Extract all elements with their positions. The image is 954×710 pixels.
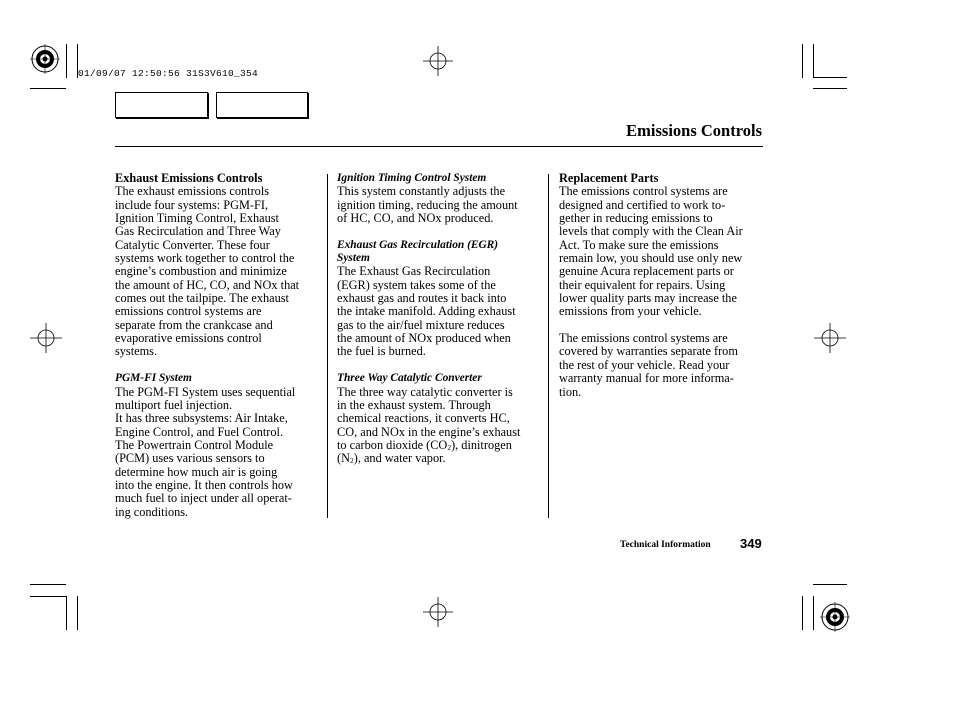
crosshair-mark-icon (814, 323, 846, 353)
ignition-body: This system constantly adjusts the ignition timing, reducing the amount of HC, CO, and NOx produced. (337, 184, 518, 226)
crosshair-mark-icon (423, 46, 453, 76)
crop-mark (802, 44, 803, 78)
title-rule (115, 146, 763, 147)
pgmfi-heading: PGM-FI System (115, 372, 192, 385)
exhaust-body: The exhaust emissions controls include four systems: PGM-FI, Ignition Timing Control, Exhaust Gas Recirculation and Three Way Catalytic Converter. These four systems work together to control the engine’s combustion and minimize the amount of HC, CO, and NOx that comes out the tailpipe. The exhaust emissions control systems are separate from the crankcase and evaporative emissions control systems. (115, 184, 300, 359)
pgmfi-body: The PGM-FI System uses sequential multiport fuel injection. It has three subsystems: Air Intake, Engine Control, and Fuel Control. The Powertrain Control Module (PCM) uses various sensors to determine how much air is going into the engine. It then controls how much fuel to inject under all operat- ing conditions. (115, 384, 296, 519)
crop-mark (66, 596, 67, 630)
column-divider (548, 174, 549, 518)
replacement-heading: Replacement Parts (559, 171, 659, 185)
crop-mark (813, 44, 814, 78)
footer-section-label: Technical Information (620, 540, 711, 550)
registration-target-icon (30, 44, 60, 74)
replacement-body-2: The emissions control systems are covered by warranties separate from the rest of your vehicle. Read your warranty manual for more informa- tion. (559, 331, 738, 399)
page-number: 349 (740, 536, 762, 551)
egr-heading: Exhaust Gas Recirculation (EGR) System (337, 238, 499, 265)
column-systems (337, 172, 545, 466)
crop-mark (813, 584, 847, 585)
crosshair-mark-icon (30, 323, 62, 353)
crop-mark (30, 596, 66, 597)
crop-mark (802, 596, 803, 630)
crop-mark (813, 77, 847, 78)
crop-mark (66, 44, 67, 78)
header-tab-right (216, 92, 308, 118)
print-stamp: 01/09/07 12:50:56 31S3V610_354 (78, 68, 259, 79)
crop-mark (813, 88, 847, 89)
page-title: Emissions Controls (626, 121, 762, 140)
column-replacement (559, 172, 765, 399)
column-divider (327, 174, 328, 518)
exhaust-heading: Exhaust Emissions Controls (115, 171, 263, 185)
crop-mark (30, 584, 66, 585)
header-tab-left (115, 92, 208, 118)
replacement-body-1: The emissions control systems are designed and certified to work to- gether in reducing emissions to levels that comply with the Clean Air Act. To make sure the emissions remain low, you should use only new genuine Acura replacement parts or their equivalent for repairs. Using lower quality parts may increase the emissions from your vehicle. (559, 184, 743, 319)
crosshair-mark-icon (423, 597, 453, 627)
crop-mark (30, 88, 66, 89)
column-exhaust (115, 172, 325, 519)
egr-body: The Exhaust Gas Recirculation (EGR) system takes some of the exhaust gas and routes it back into the intake manifold. Adding exhaust gas to the air/fuel mixture reduces the amount of NOx produced when the fuel is burned. (337, 264, 516, 359)
crop-mark (77, 596, 78, 630)
catalytic-heading: Three Way Catalytic Converter (337, 372, 482, 385)
ignition-heading: Ignition Timing Control System (337, 172, 487, 184)
crop-mark (813, 596, 814, 630)
catalytic-body: The three way catalytic converter is in the exhaust system. Through chemical reactions, it converts HC, CO, and NOx in the engine’s exhaust to carbon dioxide $(CO_2)$, dinitrogen $(N_2)$, and water vapor. (337, 384, 521, 466)
registration-target-icon (820, 602, 850, 632)
